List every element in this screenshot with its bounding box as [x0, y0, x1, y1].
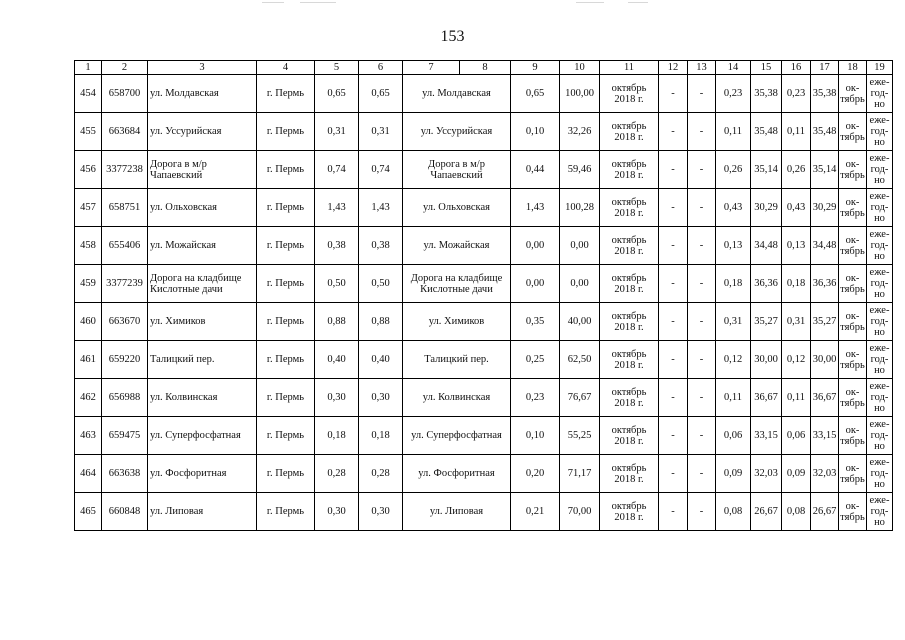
data-table [74, 60, 893, 531]
column-header: 17 [811, 61, 839, 75]
col13-cell: - [688, 189, 716, 227]
col13-cell: - [688, 341, 716, 379]
col17-cell: 26,67 [811, 493, 839, 531]
column-header: 14 [716, 61, 751, 75]
col9-cell: 0,21 [511, 493, 560, 531]
city-cell: г. Пермь [257, 379, 315, 417]
month-cell: ок-тябрь [839, 493, 867, 531]
col9-cell: 1,43 [511, 189, 560, 227]
col12-cell: - [659, 379, 688, 417]
col13-cell: - [688, 75, 716, 113]
col17-cell: 35,14 [811, 151, 839, 189]
col14-cell: 0,43 [716, 189, 751, 227]
col6-cell: 0,31 [359, 113, 403, 151]
col10-cell: 70,00 [560, 493, 600, 531]
col14-cell: 0,08 [716, 493, 751, 531]
month-cell: ок-тябрь [839, 455, 867, 493]
col14-cell: 0,11 [716, 379, 751, 417]
col5-cell: 0,50 [315, 265, 359, 303]
street-name-cell: ул. Можайская [148, 227, 257, 265]
street-name-repeat-cell: Дорога на кладбище Кислотные дачи [403, 265, 511, 303]
row-number-cell: 465 [75, 493, 102, 531]
col13-cell: - [688, 113, 716, 151]
row-number-cell: 455 [75, 113, 102, 151]
col6-cell: 0,38 [359, 227, 403, 265]
col6-cell: 0,40 [359, 341, 403, 379]
table-row [75, 455, 893, 493]
street-name-cell: Дорога на кладбище Кислотные дачи [148, 265, 257, 303]
col16-cell: 0,08 [782, 493, 811, 531]
street-name-repeat-cell: Дорога в м/р Чапаевский [403, 151, 511, 189]
col5-cell: 0,18 [315, 417, 359, 455]
frequency-cell: еже-год-но [867, 379, 893, 417]
frequency-cell: еже-год-но [867, 303, 893, 341]
col12-cell: - [659, 265, 688, 303]
col14-cell: 0,26 [716, 151, 751, 189]
column-header: 8 [460, 61, 511, 75]
column-header: 10 [560, 61, 600, 75]
col15-cell: 30,00 [751, 341, 782, 379]
col14-cell: 0,13 [716, 227, 751, 265]
table-body [75, 75, 893, 531]
table-row [75, 113, 893, 151]
col5-cell: 1,43 [315, 189, 359, 227]
street-name-repeat-cell: ул. Колвинская [403, 379, 511, 417]
frequency-cell: еже-год-но [867, 227, 893, 265]
column-header: 12 [659, 61, 688, 75]
frequency-cell: еже-год-но [867, 341, 893, 379]
col9-cell: 0,10 [511, 417, 560, 455]
column-header: 5 [315, 61, 359, 75]
column-header: 3 [148, 61, 257, 75]
col15-cell: 35,14 [751, 151, 782, 189]
street-name-cell: ул. Фосфоритная [148, 455, 257, 493]
col6-cell: 0,65 [359, 75, 403, 113]
col12-cell: - [659, 455, 688, 493]
street-name-cell: ул. Суперфосфатная [148, 417, 257, 455]
col9-cell: 0,35 [511, 303, 560, 341]
frequency-cell: еже-год-но [867, 493, 893, 531]
col13-cell: - [688, 227, 716, 265]
col6-cell: 0,50 [359, 265, 403, 303]
month-cell: ок-тябрь [839, 227, 867, 265]
col10-cell: 100,28 [560, 189, 600, 227]
col10-cell: 0,00 [560, 265, 600, 303]
street-name-repeat-cell: ул. Ольховская [403, 189, 511, 227]
column-header: 13 [688, 61, 716, 75]
street-name-cell: ул. Химиков [148, 303, 257, 341]
col13-cell: - [688, 417, 716, 455]
city-cell: г. Пермь [257, 75, 315, 113]
city-cell: г. Пермь [257, 189, 315, 227]
date-cell: октябрь 2018 г. [600, 189, 659, 227]
road-id-cell: 659220 [102, 341, 148, 379]
col10-cell: 71,17 [560, 455, 600, 493]
road-id-cell: 663638 [102, 455, 148, 493]
date-cell: октябрь 2018 г. [600, 303, 659, 341]
road-id-cell: 663684 [102, 113, 148, 151]
month-cell: ок-тябрь [839, 75, 867, 113]
street-name-repeat-cell: ул. Суперфосфатная [403, 417, 511, 455]
city-cell: г. Пермь [257, 227, 315, 265]
col9-cell: 0,65 [511, 75, 560, 113]
scan-mark [262, 2, 284, 3]
city-cell: г. Пермь [257, 341, 315, 379]
date-cell: октябрь 2018 г. [600, 75, 659, 113]
table-row [75, 379, 893, 417]
month-cell: ок-тябрь [839, 341, 867, 379]
road-id-cell: 3377239 [102, 265, 148, 303]
month-cell: ок-тябрь [839, 417, 867, 455]
road-id-cell: 663670 [102, 303, 148, 341]
date-cell: октябрь 2018 г. [600, 265, 659, 303]
col15-cell: 36,36 [751, 265, 782, 303]
street-name-repeat-cell: ул. Уссурийская [403, 113, 511, 151]
table-row [75, 189, 893, 227]
month-cell: ок-тябрь [839, 265, 867, 303]
col14-cell: 0,09 [716, 455, 751, 493]
street-name-cell: ул. Колвинская [148, 379, 257, 417]
col16-cell: 0,06 [782, 417, 811, 455]
col12-cell: - [659, 493, 688, 531]
col17-cell: 33,15 [811, 417, 839, 455]
col12-cell: - [659, 113, 688, 151]
city-cell: г. Пермь [257, 455, 315, 493]
col10-cell: 100,00 [560, 75, 600, 113]
row-number-cell: 464 [75, 455, 102, 493]
col12-cell: - [659, 341, 688, 379]
road-id-cell: 660848 [102, 493, 148, 531]
col6-cell: 0,18 [359, 417, 403, 455]
street-name-cell: Талицкий пер. [148, 341, 257, 379]
road-id-cell: 655406 [102, 227, 148, 265]
date-cell: октябрь 2018 г. [600, 417, 659, 455]
col10-cell: 40,00 [560, 303, 600, 341]
col14-cell: 0,06 [716, 417, 751, 455]
col10-cell: 62,50 [560, 341, 600, 379]
col13-cell: - [688, 303, 716, 341]
col12-cell: - [659, 303, 688, 341]
col9-cell: 0,00 [511, 227, 560, 265]
street-name-repeat-cell: ул. Молдавская [403, 75, 511, 113]
table-row [75, 151, 893, 189]
col15-cell: 34,48 [751, 227, 782, 265]
table-row [75, 265, 893, 303]
scan-mark [576, 2, 604, 3]
month-cell: ок-тябрь [839, 151, 867, 189]
col6-cell: 0,88 [359, 303, 403, 341]
street-name-repeat-cell: ул. Химиков [403, 303, 511, 341]
col5-cell: 0,65 [315, 75, 359, 113]
street-name-cell: ул. Ольховская [148, 189, 257, 227]
col15-cell: 35,38 [751, 75, 782, 113]
col15-cell: 32,03 [751, 455, 782, 493]
col6-cell: 0,74 [359, 151, 403, 189]
road-id-cell: 658751 [102, 189, 148, 227]
col16-cell: 0,23 [782, 75, 811, 113]
col12-cell: - [659, 189, 688, 227]
table-row [75, 493, 893, 531]
col15-cell: 35,48 [751, 113, 782, 151]
col16-cell: 0,26 [782, 151, 811, 189]
col17-cell: 36,36 [811, 265, 839, 303]
col15-cell: 30,29 [751, 189, 782, 227]
street-name-repeat-cell: ул. Липовая [403, 493, 511, 531]
col13-cell: - [688, 493, 716, 531]
col15-cell: 36,67 [751, 379, 782, 417]
scan-mark [300, 2, 336, 3]
col17-cell: 35,48 [811, 113, 839, 151]
col16-cell: 0,13 [782, 227, 811, 265]
column-header: 9 [511, 61, 560, 75]
scan-mark [628, 2, 648, 3]
month-cell: ок-тябрь [839, 189, 867, 227]
col5-cell: 0,38 [315, 227, 359, 265]
col6-cell: 0,30 [359, 493, 403, 531]
city-cell: г. Пермь [257, 113, 315, 151]
table-row [75, 417, 893, 455]
col17-cell: 30,29 [811, 189, 839, 227]
road-id-cell: 659475 [102, 417, 148, 455]
row-number-cell: 460 [75, 303, 102, 341]
col13-cell: - [688, 151, 716, 189]
month-cell: ок-тябрь [839, 379, 867, 417]
col13-cell: - [688, 455, 716, 493]
col16-cell: 0,09 [782, 455, 811, 493]
table-row [75, 227, 893, 265]
col5-cell: 0,30 [315, 493, 359, 531]
date-cell: октябрь 2018 г. [600, 379, 659, 417]
table-row [75, 303, 893, 341]
column-header: 16 [782, 61, 811, 75]
frequency-cell: еже-год-но [867, 113, 893, 151]
col17-cell: 36,67 [811, 379, 839, 417]
col14-cell: 0,11 [716, 113, 751, 151]
col13-cell: - [688, 265, 716, 303]
col12-cell: - [659, 151, 688, 189]
row-number-cell: 454 [75, 75, 102, 113]
col17-cell: 34,48 [811, 227, 839, 265]
col6-cell: 1,43 [359, 189, 403, 227]
row-number-cell: 459 [75, 265, 102, 303]
col17-cell: 35,38 [811, 75, 839, 113]
street-name-repeat-cell: ул. Можайская [403, 227, 511, 265]
road-id-cell: 656988 [102, 379, 148, 417]
city-cell: г. Пермь [257, 417, 315, 455]
col17-cell: 30,00 [811, 341, 839, 379]
col15-cell: 26,67 [751, 493, 782, 531]
frequency-cell: еже-год-но [867, 265, 893, 303]
col5-cell: 0,88 [315, 303, 359, 341]
col17-cell: 35,27 [811, 303, 839, 341]
col9-cell: 0,20 [511, 455, 560, 493]
col9-cell: 0,10 [511, 113, 560, 151]
date-cell: октябрь 2018 г. [600, 493, 659, 531]
col14-cell: 0,23 [716, 75, 751, 113]
column-header: 2 [102, 61, 148, 75]
col17-cell: 32,03 [811, 455, 839, 493]
col5-cell: 0,74 [315, 151, 359, 189]
col9-cell: 0,25 [511, 341, 560, 379]
road-id-cell: 3377238 [102, 151, 148, 189]
street-name-repeat-cell: ул. Фосфоритная [403, 455, 511, 493]
column-header: 1 [75, 61, 102, 75]
city-cell: г. Пермь [257, 303, 315, 341]
col10-cell: 76,67 [560, 379, 600, 417]
city-cell: г. Пермь [257, 493, 315, 531]
col12-cell: - [659, 227, 688, 265]
col16-cell: 0,43 [782, 189, 811, 227]
row-number-cell: 457 [75, 189, 102, 227]
col13-cell: - [688, 379, 716, 417]
column-header: 11 [600, 61, 659, 75]
column-header: 6 [359, 61, 403, 75]
col12-cell: - [659, 75, 688, 113]
col6-cell: 0,28 [359, 455, 403, 493]
frequency-cell: еже-год-но [867, 455, 893, 493]
city-cell: г. Пермь [257, 151, 315, 189]
table-row [75, 75, 893, 113]
date-cell: октябрь 2018 г. [600, 113, 659, 151]
col16-cell: 0,12 [782, 341, 811, 379]
col5-cell: 0,31 [315, 113, 359, 151]
column-header: 7 [403, 61, 460, 75]
col14-cell: 0,18 [716, 265, 751, 303]
col6-cell: 0,30 [359, 379, 403, 417]
column-header: 4 [257, 61, 315, 75]
row-number-cell: 456 [75, 151, 102, 189]
row-number-cell: 461 [75, 341, 102, 379]
row-number-cell: 462 [75, 379, 102, 417]
col5-cell: 0,28 [315, 455, 359, 493]
row-number-cell: 463 [75, 417, 102, 455]
col12-cell: - [659, 417, 688, 455]
date-cell: октябрь 2018 г. [600, 227, 659, 265]
street-name-cell: ул. Молдавская [148, 75, 257, 113]
col16-cell: 0,31 [782, 303, 811, 341]
col16-cell: 0,11 [782, 113, 811, 151]
table-row [75, 341, 893, 379]
column-header: 19 [867, 61, 893, 75]
col14-cell: 0,31 [716, 303, 751, 341]
col9-cell: 0,00 [511, 265, 560, 303]
col9-cell: 0,23 [511, 379, 560, 417]
col10-cell: 32,26 [560, 113, 600, 151]
header-row [75, 61, 893, 75]
col15-cell: 35,27 [751, 303, 782, 341]
col5-cell: 0,30 [315, 379, 359, 417]
frequency-cell: еже-год-но [867, 189, 893, 227]
street-name-cell: ул. Уссурийская [148, 113, 257, 151]
street-name-cell: ул. Липовая [148, 493, 257, 531]
column-header: 15 [751, 61, 782, 75]
col16-cell: 0,11 [782, 379, 811, 417]
col5-cell: 0,40 [315, 341, 359, 379]
date-cell: октябрь 2018 г. [600, 341, 659, 379]
city-cell: г. Пермь [257, 265, 315, 303]
col10-cell: 0,00 [560, 227, 600, 265]
frequency-cell: еже-год-но [867, 75, 893, 113]
street-name-cell: Дорога в м/р Чапаевский [148, 151, 257, 189]
col14-cell: 0,12 [716, 341, 751, 379]
col10-cell: 59,46 [560, 151, 600, 189]
frequency-cell: еже-год-но [867, 417, 893, 455]
col16-cell: 0,18 [782, 265, 811, 303]
date-cell: октябрь 2018 г. [600, 151, 659, 189]
road-id-cell: 658700 [102, 75, 148, 113]
month-cell: ок-тябрь [839, 303, 867, 341]
street-name-repeat-cell: Талицкий пер. [403, 341, 511, 379]
frequency-cell: еже-год-но [867, 151, 893, 189]
month-cell: ок-тябрь [839, 113, 867, 151]
col10-cell: 55,25 [560, 417, 600, 455]
column-header: 18 [839, 61, 867, 75]
row-number-cell: 458 [75, 227, 102, 265]
col9-cell: 0,44 [511, 151, 560, 189]
date-cell: октябрь 2018 г. [600, 455, 659, 493]
page-number: 153 [440, 28, 465, 45]
col15-cell: 33,15 [751, 417, 782, 455]
